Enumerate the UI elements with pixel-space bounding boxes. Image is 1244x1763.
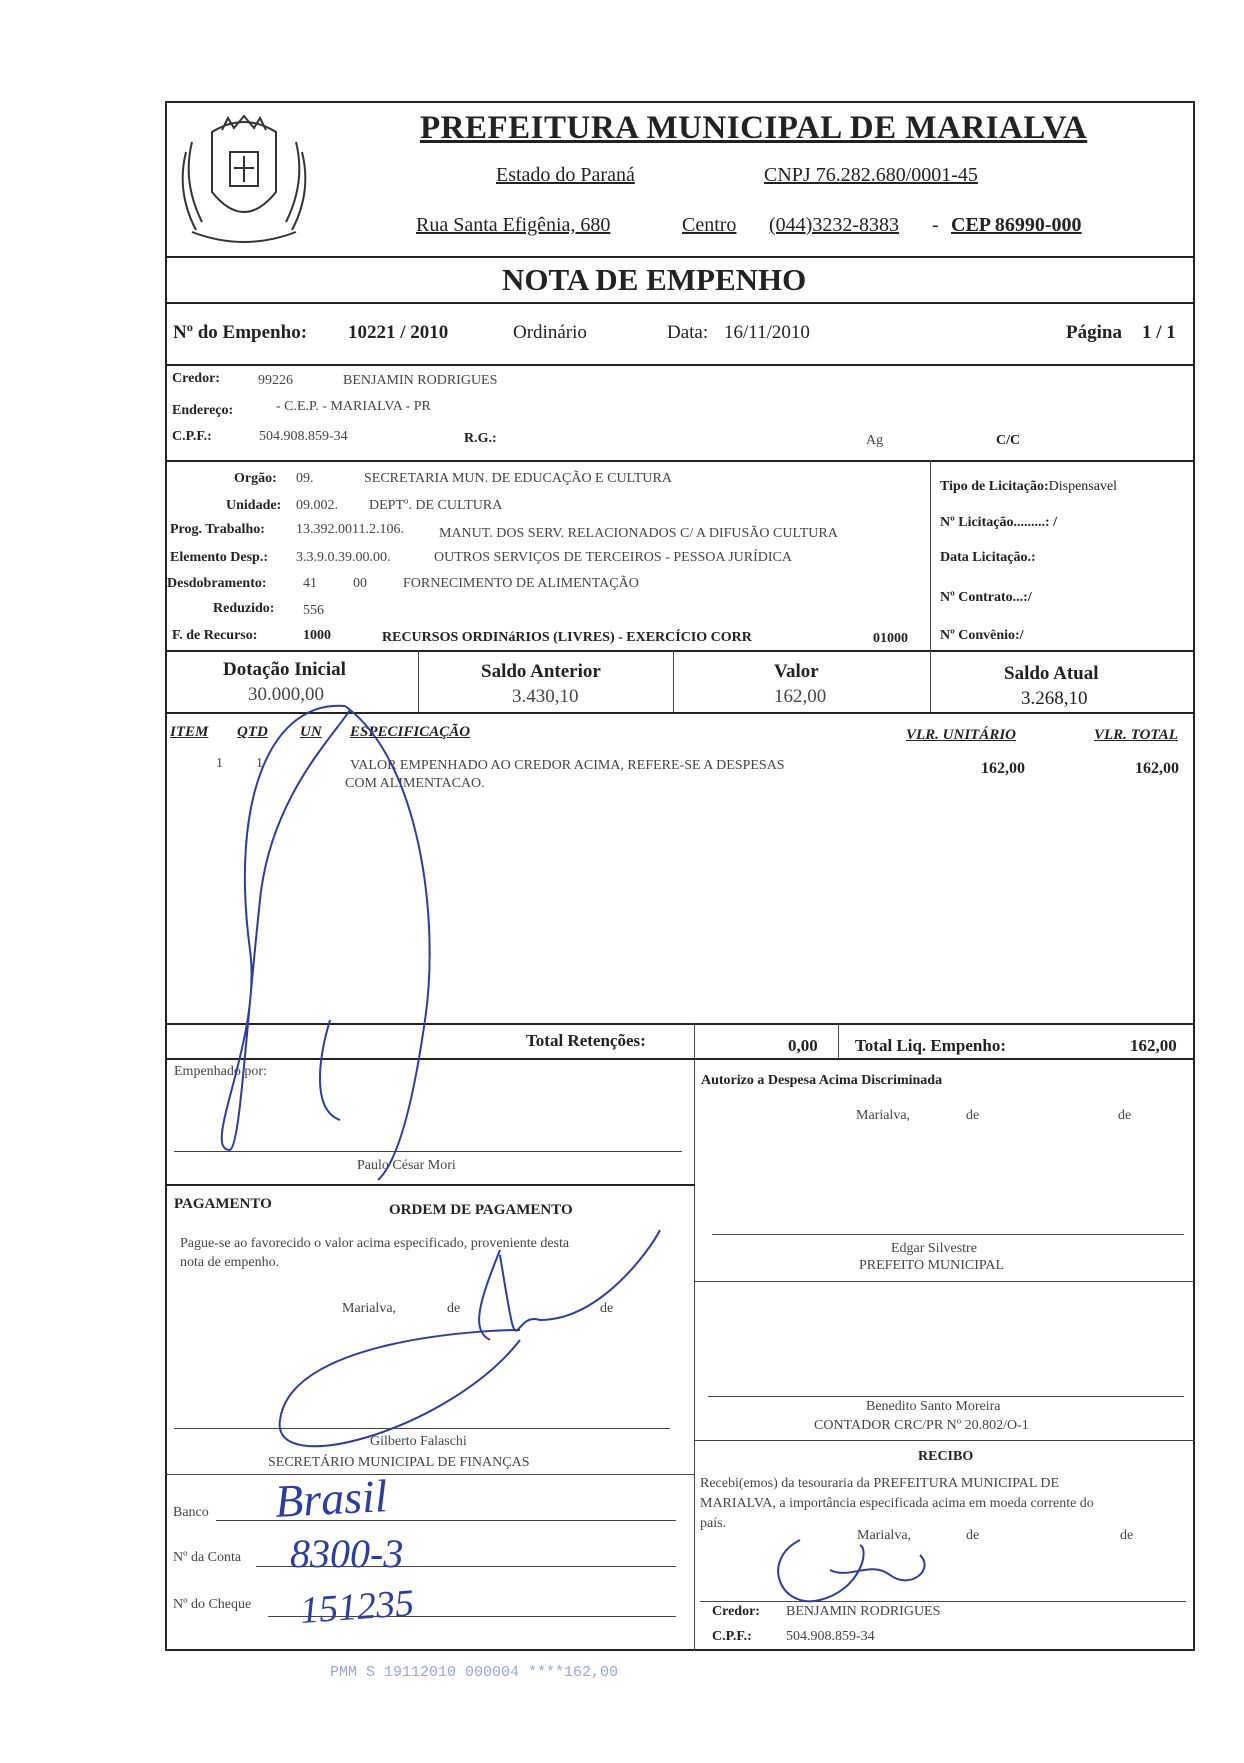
credor-ag-label: Ag bbox=[866, 433, 884, 448]
bank-stamp: PMM S 19112010 000004 ****162,00 bbox=[330, 1664, 619, 1681]
recurso-nome: RECURSOS ORDINáRIOS (LIVRES) - EXERCÍCIO CORR bbox=[382, 630, 752, 645]
doc-title: NOTA DE EMPENHO bbox=[502, 262, 807, 297]
empenho-numero: 10221 / 2010 bbox=[348, 322, 449, 343]
licitacao-tipo: Dispensavel bbox=[1048, 479, 1118, 494]
prefeito-nome: Edgar Silvestre bbox=[891, 1241, 977, 1256]
banco-handwritten: Brasil bbox=[273, 1470, 389, 1527]
pagamento-label: PAGAMENTO bbox=[174, 1196, 272, 1212]
desdobramento-nome: FORNECIMENTO DE ALIMENTAÇÃO bbox=[403, 576, 639, 591]
item-vlr-total: 162,00 bbox=[1135, 760, 1179, 777]
contador-nome: Benedito Santo Moreira bbox=[866, 1399, 1001, 1414]
credor-cc-label: C/C bbox=[996, 433, 1021, 448]
total-retencoes: 0,00 bbox=[788, 1036, 818, 1055]
banco-label: Banco bbox=[173, 1505, 209, 1520]
licitacao-numero-label: Nº Licitação.........: / bbox=[940, 515, 1057, 530]
autorizo-de-2: de bbox=[1118, 1108, 1132, 1123]
item-vlr-unitario: 162,00 bbox=[981, 760, 1025, 777]
elemento-cod: 3.3.9.0.39.00.00. bbox=[296, 550, 391, 565]
col-qtd: QTD bbox=[237, 724, 268, 740]
prog-label: Prog. Trabalho: bbox=[170, 522, 265, 537]
empenho-numero-label: Nº do Empenho: bbox=[173, 322, 308, 343]
conta-label: Nº da Conta bbox=[173, 1550, 242, 1565]
recibo-cpf-label: C.P.F.: bbox=[712, 1629, 752, 1644]
empenho-pagina: 1 / 1 bbox=[1142, 322, 1176, 343]
empenho-data-label: Data: bbox=[667, 322, 709, 343]
empenhado-label: Empenhado por: bbox=[174, 1064, 267, 1079]
empenhado-nome: Paulo César Mori bbox=[357, 1158, 456, 1173]
reduzido-label: Reduzido: bbox=[213, 601, 275, 616]
header-telefone: (044)3232-8383 bbox=[769, 214, 899, 236]
prog-nome: MANUT. DOS SERV. RELACIONADOS C/ A DIFUSÃO CULTURA bbox=[439, 526, 838, 541]
orgao-cod: 09. bbox=[296, 471, 314, 486]
item-numero: 1 bbox=[216, 756, 223, 771]
credor-endereco-label: Endereço: bbox=[172, 403, 234, 418]
header-title: PREFEITURA MUNICIPAL DE MARIALVA bbox=[420, 110, 1088, 146]
header-cnpj: CNPJ 76.282.680/0001-45 bbox=[764, 164, 978, 186]
saldo-atual-label: Saldo Atual bbox=[1004, 663, 1099, 684]
licitacao-convenio-label: Nº Convênio:/ bbox=[940, 628, 1024, 643]
recibo-credor: BENJAMIN RODRIGUES bbox=[786, 1604, 941, 1619]
dotacao-label: Dotação Inicial bbox=[223, 659, 346, 680]
pagamento-cidade: Marialva, bbox=[342, 1301, 397, 1316]
unidade-label: Unidade: bbox=[226, 498, 282, 513]
credor-codigo: 99226 bbox=[258, 373, 293, 388]
licitacao-contrato-label: Nº Contrato...:/ bbox=[940, 590, 1032, 605]
cheque-handwritten: 151235 bbox=[298, 1582, 416, 1632]
cheque-label: Nº do Cheque bbox=[173, 1597, 252, 1612]
header-centro: Centro bbox=[682, 214, 737, 236]
valor-label: Valor bbox=[774, 661, 819, 682]
secretario-nome: Gilberto Falaschi bbox=[370, 1434, 467, 1449]
header-separator: - bbox=[932, 214, 939, 236]
ordem-pagamento-label: ORDEM DE PAGAMENTO bbox=[389, 1202, 573, 1218]
header-estado: Estado do Paraná bbox=[496, 164, 635, 186]
credor-nome: BENJAMIN RODRIGUES bbox=[343, 373, 498, 388]
autorizo-label: Autorizo a Despesa Acima Discriminada bbox=[701, 1073, 943, 1088]
prog-cod: 13.392.0011.2.106. bbox=[296, 522, 404, 537]
empenho-tipo: Ordinário bbox=[513, 322, 587, 343]
recibo-texto-2: MARIALVA, a importância especificada acima em moeda corrente do bbox=[700, 1496, 1094, 1511]
recurso-cod: 1000 bbox=[303, 628, 331, 643]
conta-handwritten: 8300-3 bbox=[290, 1531, 404, 1576]
recurso-label: F. de Recurso: bbox=[172, 628, 258, 643]
header-endereco: Rua Santa Efigênia, 680 bbox=[416, 214, 611, 236]
credor-rg-label: R.G.: bbox=[464, 431, 497, 446]
contador-cargo: CONTADOR CRC/PR Nº 20.802/O-1 bbox=[814, 1418, 1029, 1433]
recibo-de-2: de bbox=[1120, 1528, 1134, 1543]
recibo-cpf: 504.908.859-34 bbox=[786, 1629, 875, 1644]
empenho-data: 16/11/2010 bbox=[724, 322, 810, 343]
total-retencoes-label: Total Retenções: bbox=[526, 1031, 646, 1050]
saldo-anterior: 3.430,10 bbox=[512, 686, 579, 707]
pagamento-texto-1: Pague-se ao favorecido o valor acima especificado, proveniente desta bbox=[180, 1236, 570, 1251]
recibo-texto-1: Recebi(emos) da tesouraria da PREFEITURA MUNICIPAL DE bbox=[700, 1476, 1060, 1491]
prefeito-cargo: PREFEITO MUNICIPAL bbox=[859, 1258, 1005, 1273]
elemento-label: Elemento Desp.: bbox=[170, 550, 268, 565]
credor-endereco: - C.E.P. - MARIALVA - PR bbox=[276, 399, 431, 414]
col-especificacao: ESPECIFICAÇÃO bbox=[350, 724, 471, 740]
desdobramento-cod: 41 bbox=[303, 576, 317, 591]
unidade-nome: DEPTº. DE CULTURA bbox=[369, 498, 503, 513]
licitacao-data-label: Data Licitação.: bbox=[940, 550, 1036, 565]
recibo-label: RECIBO bbox=[918, 1449, 974, 1464]
total-liq-label: Total Liq. Empenho: bbox=[855, 1036, 1006, 1055]
autorizo-de-1: de bbox=[966, 1108, 980, 1123]
desdobramento-label: Desdobramento: bbox=[167, 576, 267, 591]
item-qtd: 1 bbox=[256, 756, 263, 771]
secretario-cargo: SECRETÁRIO MUNICIPAL DE FINANÇAS bbox=[268, 1455, 530, 1470]
col-item: ITEM bbox=[170, 724, 209, 740]
dotacao-valor: 30.000,00 bbox=[248, 684, 324, 705]
col-un: UN bbox=[300, 724, 322, 740]
saldo-anterior-label: Saldo Anterior bbox=[481, 661, 601, 682]
saldo-atual: 3.268,10 bbox=[1021, 688, 1088, 709]
recibo-credor-label: Credor: bbox=[712, 1604, 760, 1619]
item-espec-2: COM ALIMENTACAO. bbox=[345, 776, 485, 791]
total-liq: 162,00 bbox=[1130, 1036, 1177, 1055]
recibo-cidade: Marialva, bbox=[857, 1528, 912, 1543]
elemento-nome: OUTROS SERVIÇOS DE TERCEIROS - PESSOA JURÍDICA bbox=[434, 550, 793, 565]
unidade-cod: 09.002. bbox=[296, 498, 338, 513]
header-cep: CEP 86990-000 bbox=[951, 214, 1082, 236]
pagamento-texto-2: nota de empenho. bbox=[180, 1255, 280, 1270]
credor-cpf: 504.908.859-34 bbox=[259, 429, 348, 444]
pagamento-de-2: de bbox=[600, 1301, 614, 1316]
orgao-label: Orgão: bbox=[234, 471, 277, 486]
recurso-num: 01000 bbox=[873, 631, 908, 646]
autorizo-cidade: Marialva, bbox=[856, 1108, 911, 1123]
pagamento-de-1: de bbox=[447, 1301, 461, 1316]
empenho-pagina-label: Página bbox=[1066, 322, 1122, 343]
desdobramento-sub: 00 bbox=[353, 576, 367, 591]
credor-cpf-label: C.P.F.: bbox=[172, 429, 212, 444]
valor: 162,00 bbox=[774, 686, 827, 707]
recibo-de-1: de bbox=[966, 1528, 980, 1543]
credor-label: Credor: bbox=[172, 371, 220, 386]
recibo-texto-3: país. bbox=[700, 1516, 727, 1531]
crest-logo bbox=[172, 112, 317, 252]
reduzido: 556 bbox=[303, 603, 324, 618]
licitacao-tipo-label: Tipo de Licitação:Dispensavel bbox=[940, 479, 1118, 494]
item-espec-1: VALOR EMPENHADO AO CREDOR ACIMA, REFERE-SE A DESPESAS bbox=[350, 758, 785, 773]
orgao-nome: SECRETARIA MUN. DE EDUCAÇÃO E CULTURA bbox=[364, 471, 672, 486]
col-vlr-total: VLR. TOTAL bbox=[1094, 727, 1178, 743]
col-vlr-unitario: VLR. UNITÁRIO bbox=[906, 727, 1017, 743]
